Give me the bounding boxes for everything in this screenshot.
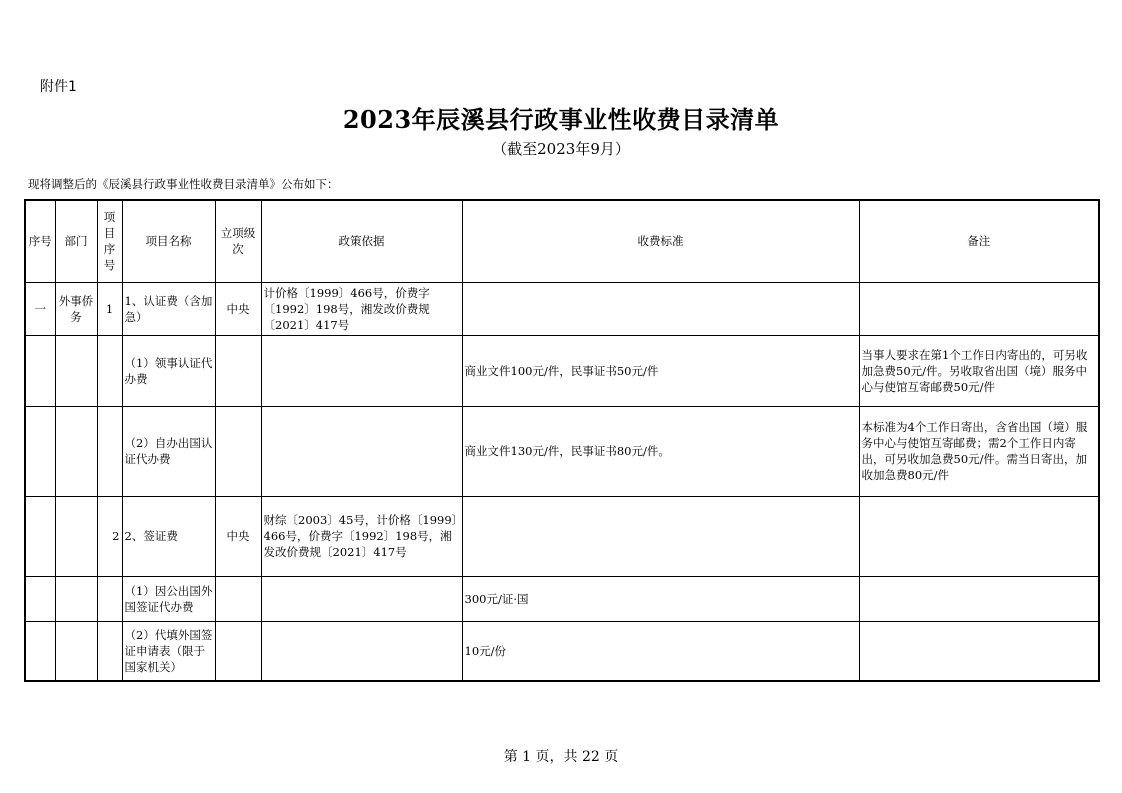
header-dept: 部门 bbox=[55, 200, 97, 282]
table-row bbox=[25, 406, 1099, 496]
header-notes: 备注 bbox=[859, 200, 1099, 282]
cell-standard bbox=[462, 282, 859, 335]
cell-standard bbox=[462, 496, 859, 576]
cell-item-no: 2 bbox=[97, 496, 122, 576]
header-level: 立项级次 bbox=[215, 200, 261, 282]
cell-notes bbox=[859, 576, 1099, 621]
cell-basis bbox=[261, 406, 462, 496]
cell-seq bbox=[25, 335, 55, 406]
header-standard: 收费标准 bbox=[462, 200, 859, 282]
intro-text: 现将调整后的《辰溪县行政事业性收费目录清单》公布如下： bbox=[28, 177, 339, 191]
cell-dept bbox=[55, 335, 97, 406]
cell-level: 中央 bbox=[215, 496, 261, 576]
cell-basis: 计价格〔1999〕466号，价费字〔1992〕198号，湘发改价费规〔2021〕417号 bbox=[261, 282, 462, 335]
cell-name: （1）因公出国外国签证代办费 bbox=[122, 576, 215, 621]
cell-name: 2、签证费 bbox=[122, 496, 215, 576]
table-header-row bbox=[25, 200, 1099, 282]
cell-basis bbox=[261, 621, 462, 681]
document-subtitle: （截至2023年9月） bbox=[492, 140, 630, 158]
cell-name: （2）自办出国认证代办费 bbox=[122, 406, 215, 496]
cell-dept bbox=[55, 406, 97, 496]
header-item-no: 项目序号 bbox=[97, 200, 122, 282]
cell-notes bbox=[859, 496, 1099, 576]
cell-basis bbox=[261, 576, 462, 621]
cell-name: （2）代填外国签证申请表（限于国家机关） bbox=[122, 621, 215, 681]
cell-standard: 商业文件100元/件，民事证书50元/件 bbox=[462, 335, 859, 406]
cell-level bbox=[215, 621, 261, 681]
cell-level: 中央 bbox=[215, 282, 261, 335]
cell-dept bbox=[55, 621, 97, 681]
table-row bbox=[25, 282, 1099, 335]
table-row bbox=[25, 576, 1099, 621]
cell-notes bbox=[859, 282, 1099, 335]
cell-item-no bbox=[97, 406, 122, 496]
cell-level bbox=[215, 576, 261, 621]
cell-dept bbox=[55, 576, 97, 621]
cell-level bbox=[215, 335, 261, 406]
header-seq: 序号 bbox=[25, 200, 55, 282]
cell-basis: 财综〔2003〕45号，计价格〔1999〕466号，价费字〔1992〕198号，湘发改价费规〔2021〕417号 bbox=[261, 496, 462, 576]
page-number: 第 1 页，共 22 页 bbox=[503, 749, 619, 765]
attachment-label: 附件1 bbox=[40, 79, 77, 95]
cell-name: （1）领事认证代办费 bbox=[122, 335, 215, 406]
cell-seq bbox=[25, 621, 55, 681]
cell-item-no bbox=[97, 621, 122, 681]
cell-name: 1、认证费（含加急） bbox=[122, 282, 215, 335]
header-name: 项目名称 bbox=[122, 200, 215, 282]
cell-item-no: 1 bbox=[97, 282, 122, 335]
document-title: 2023年辰溪县行政事业性收费目录清单 bbox=[342, 105, 780, 134]
fee-catalog-table bbox=[24, 199, 1100, 682]
cell-seq: 一 bbox=[25, 282, 55, 335]
cell-standard: 300元/证·国 bbox=[462, 576, 859, 621]
table-row bbox=[25, 496, 1099, 576]
cell-seq bbox=[25, 576, 55, 621]
cell-standard: 10元/份 bbox=[462, 621, 859, 681]
cell-notes: 当事人要求在第1个工作日内寄出的，可另收加急费50元/件。另收取省出国（境）服务中心与使馆互寄邮费50元/件 bbox=[859, 335, 1099, 406]
cell-item-no bbox=[97, 335, 122, 406]
page-footer bbox=[0, 746, 1122, 766]
cell-seq bbox=[25, 406, 55, 496]
cell-seq bbox=[25, 496, 55, 576]
cell-dept: 外事侨务 bbox=[55, 282, 97, 335]
cell-notes: 本标准为4个工作日寄出，含省出国（境）服务中心与使馆互寄邮费；需2个工作日内寄出，可另收加急费50元/件。需当日寄出，加收加急费80元/件 bbox=[859, 406, 1099, 496]
cell-basis bbox=[261, 335, 462, 406]
cell-level bbox=[215, 406, 261, 496]
cell-dept bbox=[55, 496, 97, 576]
cell-notes bbox=[859, 621, 1099, 681]
table-row bbox=[25, 335, 1099, 406]
cell-item-no bbox=[97, 576, 122, 621]
header-basis: 政策依据 bbox=[261, 200, 462, 282]
cell-standard: 商业文件130元/件，民事证书80元/件。 bbox=[462, 406, 859, 496]
table-row bbox=[25, 621, 1099, 681]
